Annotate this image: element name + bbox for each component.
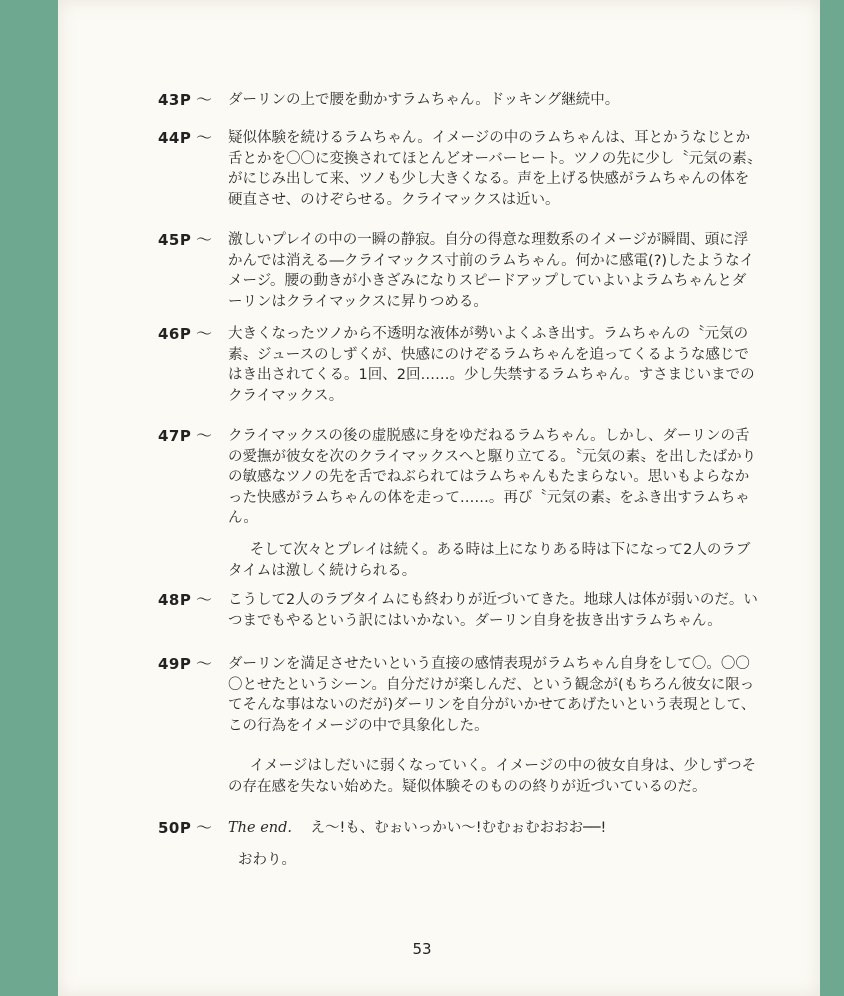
entry-text-line bbox=[228, 818, 758, 839]
entry-50p bbox=[158, 818, 758, 839]
owari-text: おわり。 bbox=[238, 852, 296, 868]
page-label: 44P bbox=[158, 129, 192, 147]
tilde-dash: 〜 bbox=[196, 818, 213, 837]
page-label: 49P bbox=[158, 655, 192, 673]
entry-47p bbox=[158, 426, 758, 529]
entry-44p bbox=[158, 128, 758, 210]
entry-text: ダーリンの上で腰を動かすラムちゃん。ドッキング継続中。 bbox=[228, 92, 620, 108]
paper-sheet bbox=[58, 0, 820, 996]
page-label: 47P bbox=[158, 427, 192, 445]
tilde-dash: 〜 bbox=[196, 590, 213, 609]
entry-46p bbox=[158, 324, 758, 406]
tilde-dash: 〜 bbox=[196, 90, 213, 109]
entry-43p bbox=[158, 90, 758, 111]
entry-49p bbox=[158, 654, 758, 736]
page-number: 53 bbox=[412, 940, 432, 958]
page-label: 46P bbox=[158, 325, 192, 343]
paragraph-fading: イメージはしだいに弱くなっていく。イメージの中の彼女自身は、少しずつその存在感を失ない始めた。疑似体験そのものの終りが近づいているのだ。 bbox=[228, 758, 757, 795]
tilde-dash: 〜 bbox=[196, 128, 213, 147]
entry-45p bbox=[158, 230, 758, 312]
entry-text: クライマックスの後の虚脱感に身をゆだねるラムちゃん。しかし、ダーリンの舌の愛撫が彼女を次のクライマックスへと駆り立てる。〝元気の素〟を出したばかりの敏感なツノの先を舌でねぶられてはラムちゃんもたまらない。思いもよらなかった快感がラムちゃんの体を走って……。再び〝元気の素〟をふき出すラムちゃん。 bbox=[228, 428, 757, 526]
entry-text: 疑似体験を続けるラムちゃん。イメージの中のラムちゃんは、耳とかうなじとか舌とかを〇〇に変換されてほとんどオーバーヒート。ツノの先に少し〝元気の素〟がにじみ出して来、ツノも少し大きくなる。声を上げる快感がラムちゃんの体を硬直させ、のけぞらせる。クライマックスは近い。 bbox=[228, 130, 755, 208]
entry-text: え〜!も、むぉいっかい〜!むむぉむおおお──! bbox=[310, 820, 607, 836]
page-label: 50P bbox=[158, 819, 192, 837]
entry-text: 激しいプレイの中の一瞬の静寂。自分の得意な理数系のイメージが瞬間、頭に浮かんでは消える―クライマックス寸前のラムちゃん。何かに感電(?)したようなイメージ。腰の動きが小きざみになりスピードアップしていよいよラムちゃんとダーリンはクライマックスに昇りつめる。 bbox=[228, 232, 755, 310]
entry-48p bbox=[158, 590, 758, 631]
tilde-dash: 〜 bbox=[196, 426, 213, 445]
entry-text: ダーリンを満足させたいという直接の感情表現がラムちゃん自身をして〇。〇〇〇とせたというシーン。自分だけが楽しんだ、という観念が(もちろん彼女に限ってそんな事はないのだが)ダーリンを自分がいかせてあげたいという表現として、この行為をイメージの中で具象化した。 bbox=[228, 656, 756, 734]
paragraph-continue: そして次々とプレイは続く。ある時は上になりある時は下になって2人のラブタイムは激しく続けられる。 bbox=[228, 542, 751, 579]
page-label: 48P bbox=[158, 591, 192, 609]
entry-text: こうして2人のラブタイムにも終わりが近づいてきた。地球人は体が弱いのだ。いつまでもやるという訳にはいかない。ダーリン自身を抜き出すラムちゃん。 bbox=[228, 592, 758, 629]
the-end-text: The end. bbox=[228, 820, 293, 836]
tilde-dash: 〜 bbox=[196, 230, 213, 249]
tilde-dash: 〜 bbox=[196, 654, 213, 673]
tilde-dash: 〜 bbox=[196, 324, 213, 343]
entry-text: 大きくなったツノから不透明な液体が勢いよくふき出す。ラムちゃんの〝元気の素〟ジュースのしずくが、快感にのけぞるラムちゃんを追ってくるような感じではき出されてくる。1回、2回……。少し失禁するラムちゃん。すさまじいまでのクライマックス。 bbox=[228, 326, 755, 404]
page-label: 43P bbox=[158, 91, 192, 109]
page-label: 45P bbox=[158, 231, 192, 249]
